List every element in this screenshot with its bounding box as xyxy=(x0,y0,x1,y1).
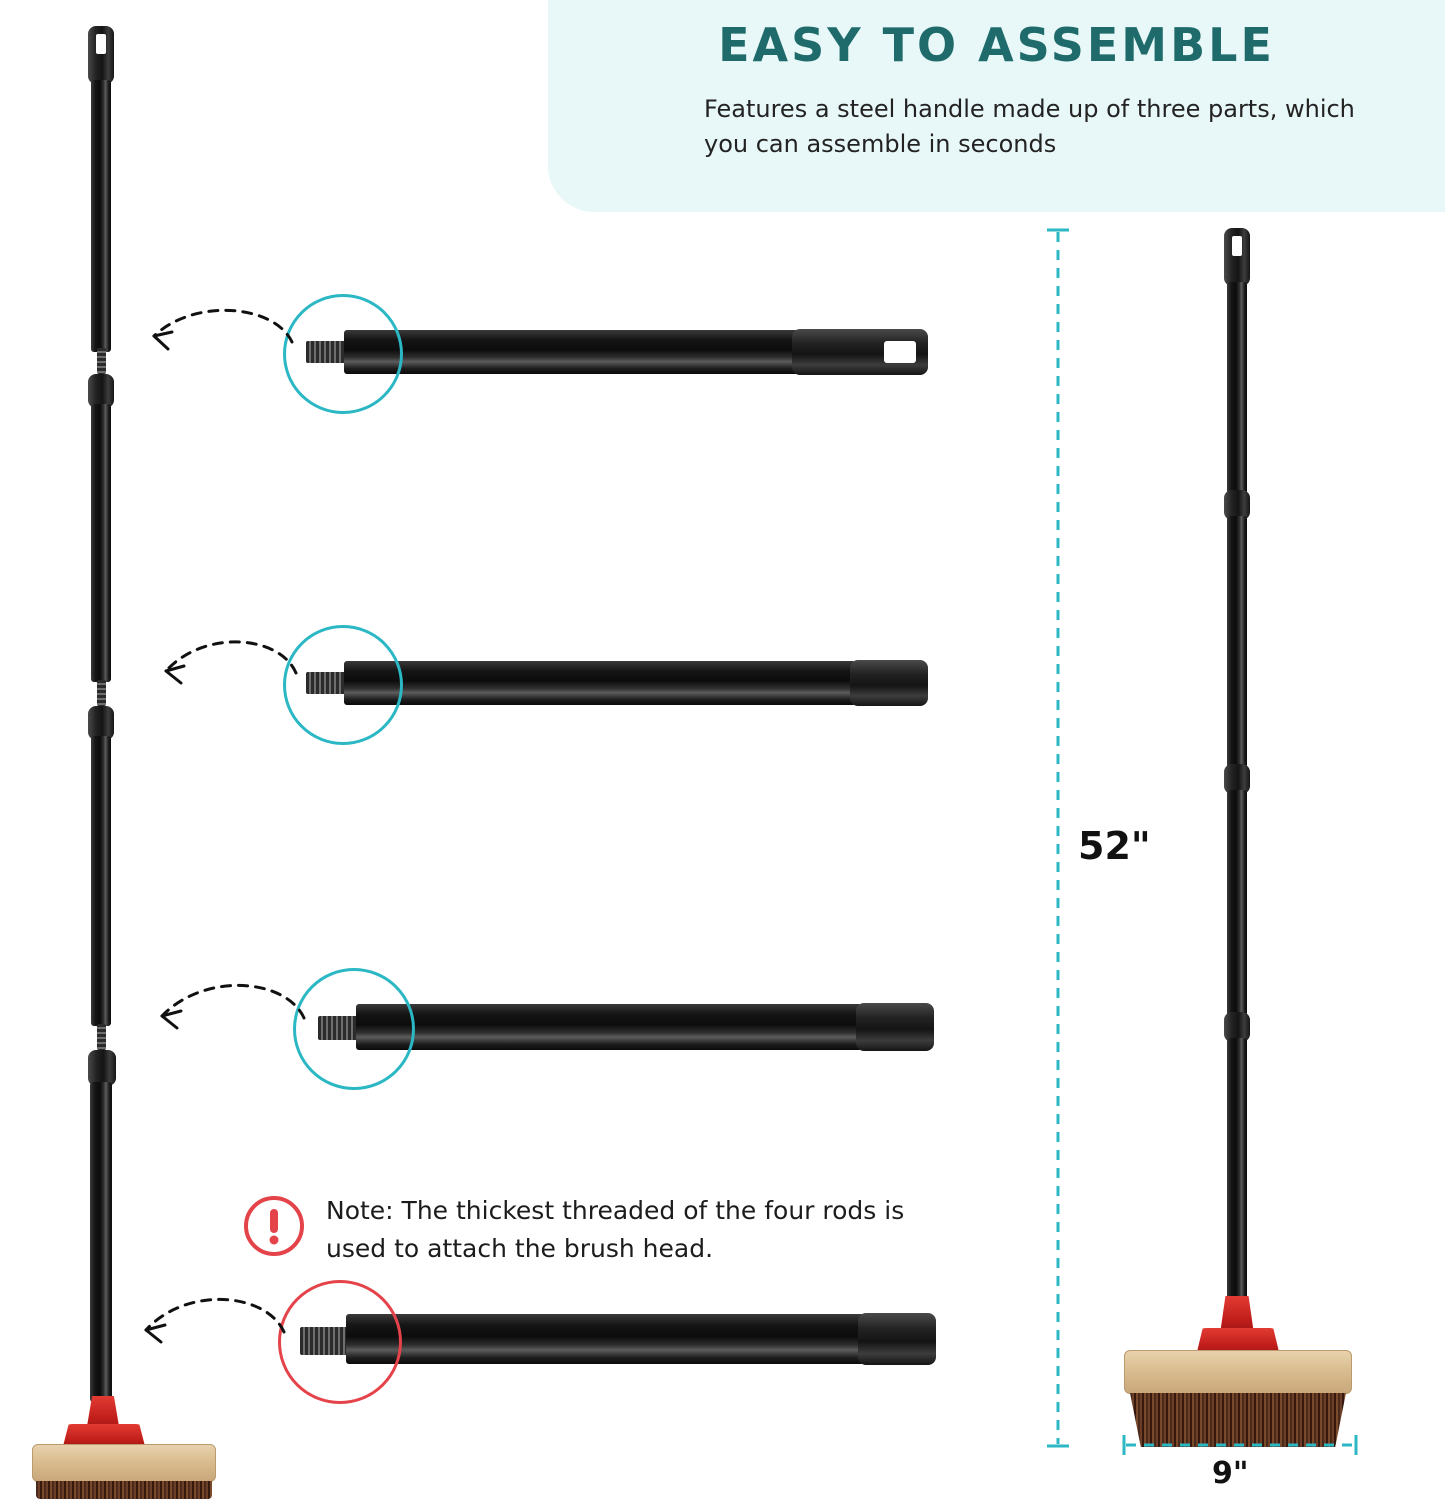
pole-segment-1-body xyxy=(91,80,111,352)
rod-3-arrow-icon xyxy=(136,968,312,1052)
width-dimension-label: 9" xyxy=(1212,1456,1249,1491)
warning-exclamation-icon xyxy=(243,1195,305,1257)
assembled-shaft-3 xyxy=(1227,790,1247,1016)
pole-segment-4-body xyxy=(90,1082,112,1402)
assembled-shaft-4 xyxy=(1227,1038,1247,1300)
height-dimension-label: 52" xyxy=(1078,824,1151,868)
note-warning-icon-wrapper xyxy=(243,1195,305,1257)
assembled-shaft-1 xyxy=(1227,282,1247,494)
height-dimension-line xyxy=(1046,226,1070,1450)
pole-segment-3-thread xyxy=(97,1024,106,1050)
banner-subtitle: Features a steel handle made up of three parts, which you can assemble in seconds xyxy=(704,95,1355,158)
note-text: Note: The thickest threaded of the four rods is used to attach the brush head. xyxy=(326,1196,905,1263)
pole-segment-4-collar xyxy=(88,1050,116,1086)
rod-3-end-cap xyxy=(856,1003,934,1051)
rod-2-arrow-icon xyxy=(138,627,304,707)
rod-4-arrow-icon xyxy=(120,1282,292,1366)
rod-2-body xyxy=(344,661,856,705)
width-dimension-line xyxy=(1120,1434,1360,1456)
rod-1-highlight-circle xyxy=(283,294,403,414)
rod-1-arrow-icon xyxy=(124,296,300,376)
rod-1-hanging-hole xyxy=(884,341,916,363)
rod-4-end-cap xyxy=(858,1313,936,1365)
pole-segment-1-thread xyxy=(97,348,106,374)
rod-1-body xyxy=(344,330,800,374)
hanging-hole-icon xyxy=(96,34,106,54)
assembled-shaft-2 xyxy=(1227,516,1247,768)
rod-3-body xyxy=(356,1004,862,1050)
pole-segment-3-collar xyxy=(88,706,114,740)
rod-2-end-cap xyxy=(850,660,928,706)
banner-title: EASY TO ASSEMBLE xyxy=(718,18,1275,72)
assembled-hanging-hole xyxy=(1232,236,1242,256)
pole-segment-2-thread xyxy=(97,680,106,706)
left-brush-wood-block xyxy=(32,1444,216,1482)
rod-4-warning-circle xyxy=(278,1280,402,1404)
pole-segment-2-body xyxy=(91,404,111,682)
pole-segment-2-collar xyxy=(88,374,114,408)
pole-segment-3-body xyxy=(91,736,111,1026)
rod-4-body xyxy=(346,1314,864,1364)
left-brush-bristles xyxy=(36,1481,212,1499)
header-banner xyxy=(548,0,1445,212)
assembled-brush-wood-block xyxy=(1124,1350,1352,1394)
